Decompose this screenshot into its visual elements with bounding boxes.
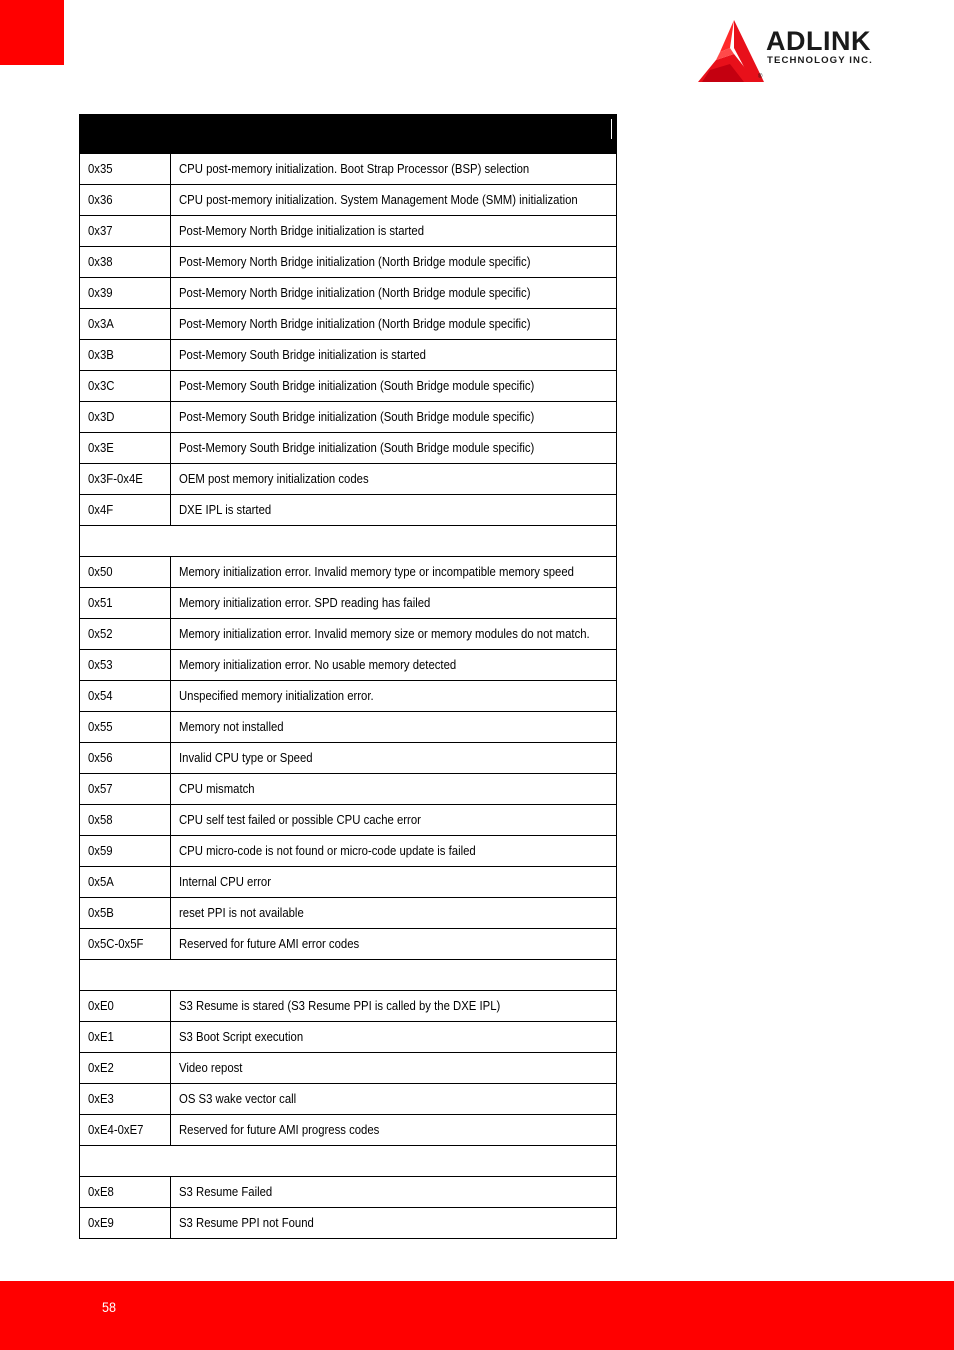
description-cell — [171, 278, 617, 309]
table-body — [80, 154, 617, 1239]
description-cell — [171, 650, 617, 681]
code-cell — [80, 774, 171, 805]
description-cell — [171, 433, 617, 464]
code-text: 0xE8 — [88, 1185, 114, 1199]
code-text: 0x4F — [88, 503, 114, 517]
code-cell — [80, 340, 171, 371]
table-row — [80, 1022, 617, 1053]
table-section-row — [80, 1146, 617, 1177]
description-cell — [171, 1084, 617, 1115]
description-cell — [171, 929, 617, 960]
table-row — [80, 557, 617, 588]
code-cell — [80, 836, 171, 867]
description-cell — [171, 805, 617, 836]
description-text: OEM post memory initialization codes — [179, 472, 369, 486]
description-text: Reserved for future AMI error codes — [179, 937, 360, 951]
description-text: S3 Resume Failed — [179, 1185, 273, 1199]
section-cell — [80, 960, 617, 991]
section-cell — [80, 1146, 617, 1177]
code-cell — [80, 1084, 171, 1115]
code-cell — [80, 433, 171, 464]
code-cell — [80, 185, 171, 216]
code-cell — [80, 650, 171, 681]
description-text: reset PPI is not available — [179, 906, 304, 920]
table-row — [80, 371, 617, 402]
code-cell — [80, 1053, 171, 1084]
description-text: CPU post-memory initialization. Boot Strap Processor (BSP) selection — [179, 162, 530, 176]
code-text: 0x3F-0x4E — [88, 472, 143, 486]
code-text: 0x51 — [88, 596, 113, 610]
description-text: Post-Memory South Bridge initialization is started — [179, 348, 426, 362]
code-text: 0x50 — [88, 565, 113, 579]
code-cell — [80, 1177, 171, 1208]
description-text: Memory initialization error. Invalid memory type or incompatible memory speed — [179, 565, 574, 579]
description-cell — [171, 1208, 617, 1239]
description-text: Reserved for future AMI progress codes — [179, 1123, 380, 1137]
table-row — [80, 154, 617, 185]
code-cell — [80, 464, 171, 495]
code-text: 0x3A — [88, 317, 114, 331]
description-cell — [171, 774, 617, 805]
table-row — [80, 867, 617, 898]
table-row — [80, 1084, 617, 1115]
page-number: 58 — [102, 1299, 117, 1315]
code-text: 0x52 — [88, 627, 113, 641]
table-row — [80, 1115, 617, 1146]
code-text: 0xE9 — [88, 1216, 114, 1230]
table-row — [80, 743, 617, 774]
description-text: Memory initialization error. No usable memory detected — [179, 658, 457, 672]
code-cell — [80, 588, 171, 619]
code-text: 0x54 — [88, 689, 113, 703]
code-cell — [80, 898, 171, 929]
table-row — [80, 991, 617, 1022]
code-cell — [80, 1022, 171, 1053]
description-text: Video repost — [179, 1061, 243, 1075]
code-cell — [80, 1208, 171, 1239]
code-text: 0x3B — [88, 348, 114, 362]
code-cell — [80, 216, 171, 247]
description-cell — [171, 371, 617, 402]
code-text: 0x37 — [88, 224, 113, 238]
description-cell — [171, 712, 617, 743]
code-text: 0x5A — [88, 875, 114, 889]
corner-accent-block — [0, 0, 64, 65]
code-cell — [80, 743, 171, 774]
table-row — [80, 309, 617, 340]
code-cell — [80, 402, 171, 433]
table-row — [80, 805, 617, 836]
code-cell — [80, 247, 171, 278]
code-cell — [80, 991, 171, 1022]
code-text: 0x35 — [88, 162, 113, 176]
code-cell — [80, 929, 171, 960]
table-row — [80, 278, 617, 309]
table-section-row — [80, 526, 617, 557]
brand-name: ADLINK — [766, 26, 871, 56]
description-text: CPU mismatch — [179, 782, 255, 796]
code-cell — [80, 619, 171, 650]
description-text: Post-Memory North Bridge initialization is started — [179, 224, 425, 238]
description-cell — [171, 1053, 617, 1084]
code-text: 0x53 — [88, 658, 113, 672]
description-text: Post-Memory South Bridge initialization (South Bridge module specific) — [179, 379, 535, 393]
table-header-bar — [79, 114, 617, 153]
code-cell — [80, 805, 171, 836]
description-text: OS S3 wake vector call — [179, 1092, 297, 1106]
code-text: 0x38 — [88, 255, 113, 269]
code-cell — [80, 681, 171, 712]
code-cell — [80, 867, 171, 898]
description-cell — [171, 619, 617, 650]
description-cell — [171, 154, 617, 185]
table-row — [80, 216, 617, 247]
description-text: S3 Resume PPI not Found — [179, 1216, 314, 1230]
code-text: 0xE0 — [88, 999, 114, 1013]
section-cell — [80, 526, 617, 557]
table-row — [80, 433, 617, 464]
description-text: S3 Resume is stared (S3 Resume PPI is called by the DXE IPL) — [179, 999, 501, 1013]
description-cell — [171, 340, 617, 371]
description-text: Memory not installed — [179, 720, 284, 734]
code-cell — [80, 278, 171, 309]
description-text: Post-Memory North Bridge initialization (North Bridge module specific) — [179, 317, 531, 331]
code-text: 0x56 — [88, 751, 113, 765]
table-row — [80, 185, 617, 216]
table-row — [80, 495, 617, 526]
table-row — [80, 650, 617, 681]
registered-mark: ® — [758, 74, 763, 80]
code-text: 0x3C — [88, 379, 115, 393]
code-text: 0xE1 — [88, 1030, 114, 1044]
code-text: 0x36 — [88, 193, 113, 207]
description-cell — [171, 1177, 617, 1208]
description-cell — [171, 247, 617, 278]
table-row — [80, 898, 617, 929]
code-text: 0xE4-0xE7 — [88, 1123, 144, 1137]
triangle-mountain-icon — [696, 18, 764, 84]
post-code-table — [79, 114, 617, 1239]
code-text: 0x3E — [88, 441, 114, 455]
table-row — [80, 836, 617, 867]
brand-tagline: TECHNOLOGY INC. — [767, 55, 873, 66]
description-cell — [171, 402, 617, 433]
table-row — [80, 774, 617, 805]
code-cell — [80, 557, 171, 588]
description-text: Unspecified memory initialization error. — [179, 689, 374, 703]
table-row — [80, 681, 617, 712]
code-text: 0x57 — [88, 782, 113, 796]
table-row — [80, 929, 617, 960]
description-text: DXE IPL is started — [179, 503, 272, 517]
description-text: CPU self test failed or possible CPU cache error — [179, 813, 421, 827]
description-cell — [171, 898, 617, 929]
code-cell — [80, 495, 171, 526]
table-row — [80, 402, 617, 433]
description-cell — [171, 216, 617, 247]
code-text: 0xE3 — [88, 1092, 114, 1106]
code-cell — [80, 154, 171, 185]
description-text: Post-Memory North Bridge initialization (North Bridge module specific) — [179, 255, 531, 269]
description-cell — [171, 743, 617, 774]
code-text: 0x39 — [88, 286, 113, 300]
code-text: 0x5C-0x5F — [88, 937, 144, 951]
description-text: Memory initialization error. Invalid memory size or memory modules do not match. — [179, 627, 590, 641]
description-cell — [171, 836, 617, 867]
code-cell — [80, 1115, 171, 1146]
table-row — [80, 712, 617, 743]
description-text: CPU micro-code is not found or micro-code update is failed — [179, 844, 476, 858]
description-text: Memory initialization error. SPD reading has failed — [179, 596, 431, 610]
description-text: S3 Boot Script execution — [179, 1030, 304, 1044]
description-text: Post-Memory North Bridge initialization (North Bridge module specific) — [179, 286, 531, 300]
description-cell — [171, 464, 617, 495]
description-text: CPU post-memory initialization. System Management Mode (SMM) initialization — [179, 193, 578, 207]
table-row — [80, 588, 617, 619]
description-cell — [171, 309, 617, 340]
table-row — [80, 1177, 617, 1208]
table-row — [80, 619, 617, 650]
code-text: 0x55 — [88, 720, 113, 734]
description-cell — [171, 1115, 617, 1146]
description-cell — [171, 681, 617, 712]
description-cell — [171, 1022, 617, 1053]
code-text: 0x5B — [88, 906, 114, 920]
description-text: Post-Memory South Bridge initialization (South Bridge module specific) — [179, 410, 535, 424]
table-row — [80, 1208, 617, 1239]
code-text: 0x3D — [88, 410, 115, 424]
description-cell — [171, 557, 617, 588]
description-cell — [171, 867, 617, 898]
description-cell — [171, 495, 617, 526]
table-row — [80, 247, 617, 278]
table-row — [80, 340, 617, 371]
code-cell — [80, 712, 171, 743]
code-cell — [80, 309, 171, 340]
description-cell — [171, 185, 617, 216]
table-row — [80, 464, 617, 495]
description-text: Post-Memory South Bridge initialization (South Bridge module specific) — [179, 441, 535, 455]
table-row — [80, 1053, 617, 1084]
code-cell — [80, 371, 171, 402]
code-text: 0xE2 — [88, 1061, 114, 1075]
adlink-logo — [696, 18, 908, 84]
table-section-row — [80, 960, 617, 991]
description-cell — [171, 588, 617, 619]
description-text: Invalid CPU type or Speed — [179, 751, 313, 765]
description-cell — [171, 991, 617, 1022]
code-text: 0x59 — [88, 844, 113, 858]
description-text: Internal CPU error — [179, 875, 271, 889]
code-text: 0x58 — [88, 813, 113, 827]
footer-bar — [0, 1281, 954, 1350]
